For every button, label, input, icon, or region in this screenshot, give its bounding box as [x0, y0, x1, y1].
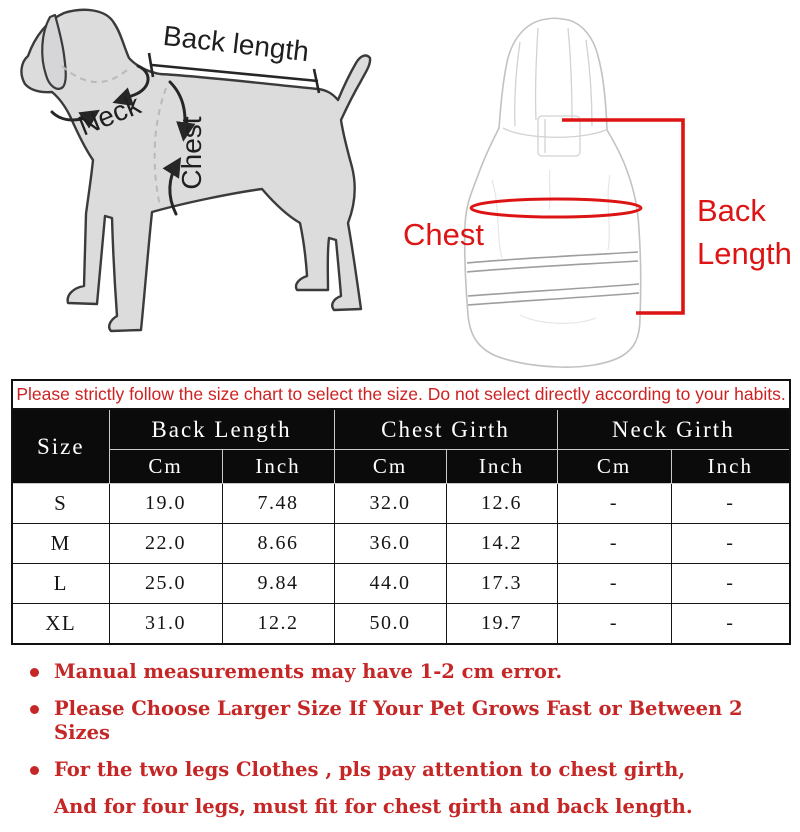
header-neck-girth: Neck Girth: [557, 409, 790, 450]
table-row-m: [12, 524, 790, 564]
note-item: [30, 660, 770, 684]
table-row-s: [12, 484, 790, 524]
value-cell: 8.66: [222, 524, 334, 564]
bullet-icon: [30, 705, 39, 714]
value-cell: -: [671, 484, 790, 524]
value-cell: 12.6: [446, 484, 557, 524]
value-cell: -: [671, 604, 790, 645]
bullet-icon: [30, 668, 39, 677]
coat-measure-diagram: [400, 0, 800, 380]
size-chart-table: [11, 379, 791, 645]
value-cell: 7.48: [222, 484, 334, 524]
subheader-cm: Cm: [109, 450, 222, 484]
value-cell: 44.0: [334, 564, 446, 604]
note-text: Please Choose Larger Size If Your Pet Grows Fast or Between 2 Sizes: [54, 697, 743, 744]
note-item-continuation: [30, 795, 770, 819]
size-cell: L: [12, 564, 109, 604]
note-text: And for four legs, must fit for chest girth and back length.: [54, 795, 693, 818]
size-cell: XL: [12, 604, 109, 645]
coat-back-length-label-line1: Back: [697, 193, 766, 228]
size-cell: S: [12, 484, 109, 524]
value-cell: 12.2: [222, 604, 334, 645]
value-cell: 31.0: [109, 604, 222, 645]
value-cell: 50.0: [334, 604, 446, 645]
value-cell: 17.3: [446, 564, 557, 604]
coat-chest-label: Chest: [403, 217, 484, 252]
value-cell: 22.0: [109, 524, 222, 564]
subheader-cm: Cm: [557, 450, 671, 484]
size-cell: M: [12, 524, 109, 564]
note-text: Manual measurements may have 1-2 cm error.: [54, 660, 563, 683]
subheader-inch: Inch: [222, 450, 334, 484]
note-item: [30, 697, 770, 745]
subheader-inch: Inch: [671, 450, 790, 484]
value-cell: 25.0: [109, 564, 222, 604]
note-item: [30, 758, 770, 782]
value-cell: -: [671, 564, 790, 604]
neck-label: Neck: [74, 88, 145, 142]
header-chest-girth: Chest Girth: [334, 409, 557, 450]
value-cell: -: [557, 524, 671, 564]
notes-list: [30, 660, 770, 832]
table-row-xl: [12, 604, 790, 645]
value-cell: -: [671, 524, 790, 564]
subheader-inch: Inch: [446, 450, 557, 484]
value-cell: -: [557, 564, 671, 604]
header-back-length: Back Length: [109, 409, 334, 450]
value-cell: 19.7: [446, 604, 557, 645]
value-cell: 19.0: [109, 484, 222, 524]
table-notice: Please strictly follow the size chart to select the size. Do not select directly according to your habits.: [12, 380, 790, 409]
value-cell: 9.84: [222, 564, 334, 604]
coat-outline: [465, 18, 641, 367]
value-cell: -: [557, 484, 671, 524]
dog-measure-diagram: [0, 0, 400, 380]
back-length-label: Back length: [161, 19, 311, 68]
note-text: For the two legs Clothes , pls pay attention to chest girth,: [54, 758, 686, 781]
value-cell: 14.2: [446, 524, 557, 564]
value-cell: 36.0: [334, 524, 446, 564]
header-size: Size: [12, 409, 109, 484]
value-cell: -: [557, 604, 671, 645]
value-cell: 32.0: [334, 484, 446, 524]
subheader-cm: Cm: [334, 450, 446, 484]
bullet-icon: [30, 766, 39, 775]
chest-label: Chest: [176, 116, 207, 190]
table-row-l: [12, 564, 790, 604]
coat-back-length-label-line2: Length: [697, 236, 792, 271]
